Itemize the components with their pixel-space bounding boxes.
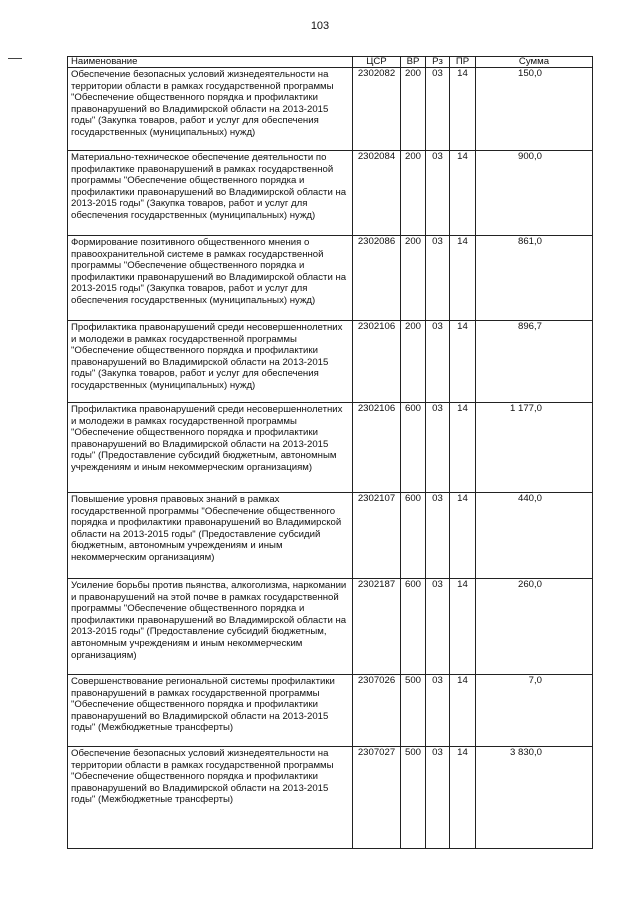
- row-pr: 14: [450, 68, 476, 151]
- table-row: [68, 747, 593, 849]
- header-vr: ВР: [401, 57, 426, 68]
- margin-mark: [8, 58, 22, 59]
- row-name: Профилактика правонарушений среди несовершеннолетних и молодежи в рамках государственной программы "Обеспечение общественного порядка и профилактики правонарушений во Владимирской области на 2013-2015 годы" (Предоставление субсидий бюджетным, автономным учреждениям и иным некоммерческим организациям): [68, 403, 353, 493]
- row-csr: 2302187: [353, 579, 401, 675]
- row-rz: 03: [426, 747, 450, 849]
- row-sum: 150,0: [476, 68, 593, 151]
- table-row: [68, 579, 593, 675]
- row-sum: 3 830,0: [476, 747, 593, 849]
- row-pr: 14: [450, 236, 476, 321]
- row-sum: 7,0: [476, 675, 593, 747]
- table-header-row: [68, 57, 593, 68]
- row-pr: 14: [450, 151, 476, 236]
- row-sum: 896,7: [476, 321, 593, 403]
- row-csr: 2302084: [353, 151, 401, 236]
- row-pr: 14: [450, 747, 476, 849]
- row-vr: 600: [401, 403, 426, 493]
- table-row: [68, 493, 593, 579]
- row-csr: 2302106: [353, 403, 401, 493]
- header-name: Наименование: [68, 57, 353, 68]
- header-csr: ЦСР: [353, 57, 401, 68]
- row-pr: 14: [450, 579, 476, 675]
- row-pr: 14: [450, 403, 476, 493]
- row-name: Повышение уровня правовых знаний в рамках государственной программы "Обеспечение общественного порядка и профилактики правонарушений во Владимирской области на 2013-2015 годы" (Предоставление субсидий бюджетным, автономным учреждениям и иным некоммерческим организациям): [68, 493, 353, 579]
- row-vr: 200: [401, 151, 426, 236]
- row-vr: 200: [401, 236, 426, 321]
- row-name: Профилактика правонарушений среди несовершеннолетних и молодежи в рамках государственной программы "Обеспечение общественного порядка и профилактики правонарушений во Владимирской области на 2013-2015 годы" (Закупка товаров, работ и услуг для обеспечения государственных (муниципальных) нужд): [68, 321, 353, 403]
- row-rz: 03: [426, 579, 450, 675]
- table-row: [68, 403, 593, 493]
- table-row: [68, 321, 593, 403]
- row-csr: 2307026: [353, 675, 401, 747]
- row-vr: 600: [401, 579, 426, 675]
- row-csr: 2302086: [353, 236, 401, 321]
- row-csr: 2302082: [353, 68, 401, 151]
- row-pr: 14: [450, 493, 476, 579]
- row-csr: 2302107: [353, 493, 401, 579]
- row-sum: 440,0: [476, 493, 593, 579]
- row-csr: 2307027: [353, 747, 401, 849]
- header-pr: ПР: [450, 57, 476, 68]
- row-name: Обеспечение безопасных условий жизнедеятельности на территории области в рамках государственной программы "Обеспечение общественного порядка и профилактики правонарушений во Владимирской области на 2013-2015 годы" (Межбюджетные трансферты): [68, 747, 353, 849]
- budget-table: [67, 56, 593, 849]
- row-rz: 03: [426, 151, 450, 236]
- row-vr: 500: [401, 675, 426, 747]
- row-sum: 260,0: [476, 579, 593, 675]
- row-vr: 200: [401, 321, 426, 403]
- table-row: [68, 68, 593, 151]
- row-name: Формирование позитивного общественного мнения о правоохранительной системе в рамках государственной программы "Обеспечение общественного порядка и профилактики правонарушений во Владимирской области на 2013-2015 годы" (Закупка товаров, работ и услуг для обеспечения государственных (муниципальных) нужд): [68, 236, 353, 321]
- table-row: [68, 675, 593, 747]
- row-rz: 03: [426, 321, 450, 403]
- header-sum: Сумма: [476, 57, 593, 68]
- row-rz: 03: [426, 675, 450, 747]
- row-name: Материально-техническое обеспечение деятельности по профилактике правонарушений в рамках государственной программы "Обеспечение общественного порядка и профилактики правонарушений во Владимирской области на 2013-2015 годы" (Закупка товаров, работ и услуг для обеспечения государственных (муниципальных) нужд): [68, 151, 353, 236]
- row-sum: 1 177,0: [476, 403, 593, 493]
- row-name: Обеспечение безопасных условий жизнедеятельности на территории области в рамках государственной программы "Обеспечение общественного порядка и профилактики правонарушений во Владимирской области на 2013-2015 годы" (Закупка товаров, работ и услуг для обеспечения государственных (муниципальных) нужд): [68, 68, 353, 151]
- row-vr: 500: [401, 747, 426, 849]
- row-rz: 03: [426, 68, 450, 151]
- table-row: [68, 236, 593, 321]
- row-name: Совершенствование региональной системы профилактики правонарушений в рамках государственной программы "Обеспечение общественного порядка и профилактики правонарушений во Владимирской области на 2013-2015 годы" (Межбюджетные трансферты): [68, 675, 353, 747]
- row-rz: 03: [426, 236, 450, 321]
- row-vr: 200: [401, 68, 426, 151]
- row-rz: 03: [426, 403, 450, 493]
- table-row: [68, 151, 593, 236]
- row-pr: 14: [450, 675, 476, 747]
- row-pr: 14: [450, 321, 476, 403]
- row-sum: 861,0: [476, 236, 593, 321]
- header-rz: Рз: [426, 57, 450, 68]
- page-number: 103: [310, 20, 330, 32]
- row-sum: 900,0: [476, 151, 593, 236]
- row-name: Усиление борьбы против пьянства, алкоголизма, наркомании и правонарушений на этой почве в рамках государственной программы "Обеспечение общественного порядка и профилактики правонарушений во Владимирской области на 2013-2015 годы" (Предоставление субсидий бюджетным, автономным учреждениям и иным некоммерческим организациям): [68, 579, 353, 675]
- row-csr: 2302106: [353, 321, 401, 403]
- row-vr: 600: [401, 493, 426, 579]
- row-rz: 03: [426, 493, 450, 579]
